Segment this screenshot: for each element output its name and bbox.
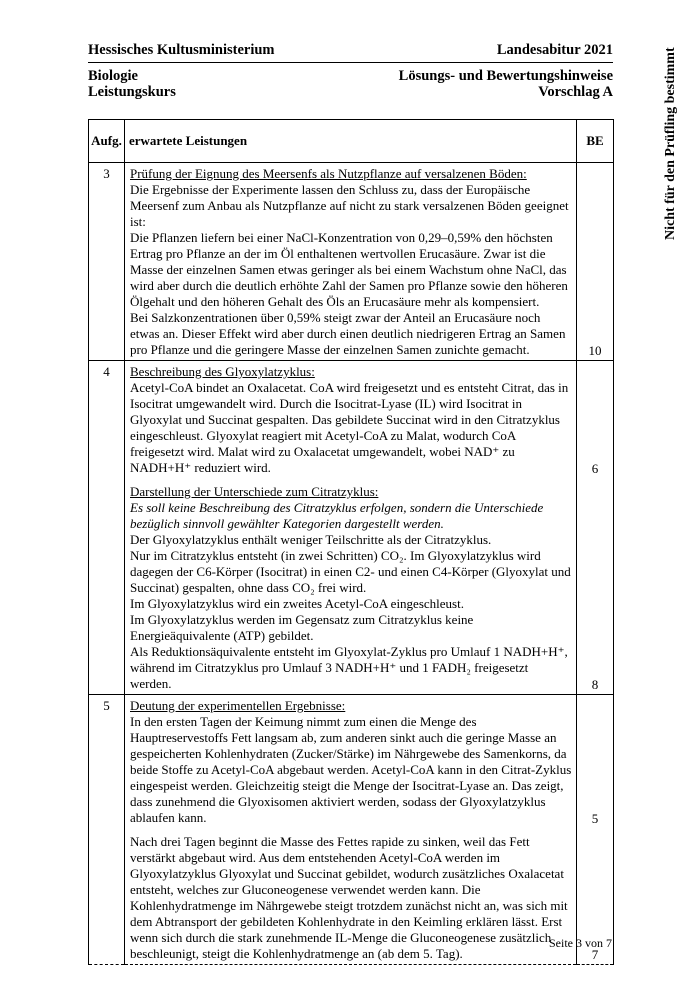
section-paragraph: Nach drei Tagen beginnt die Masse des Fettes rapide zu sinken, weil das Fett verstärkt abgebaut wird. Aus dem entstehenden Acetyl-CoA werden im Glyoxylatzyklus Glyoxylat und Succinat gebildet, wodurch zusätzliches Oxalacetat entsteht, welches zur Gluconeogenese verwendet werden kann. Die Kohlenhydratmenge im Nährgewebe steigt trotzdem zunächst nicht an, was sich mit dem Abtransport der gebildeten Kohlenhydrate in den Keimling erklären lässt. Erst wenn sich durch die stark zunehmende IL-Menge die Gluconeogenese zusätzlich beschleunigt, steigt die Kohlenhydratmenge an (ab dem 5. Tag).: [130, 834, 568, 961]
header-rule: [88, 62, 613, 63]
points-cell: [577, 361, 614, 695]
points-value: 7: [591, 946, 599, 962]
expected-performance: [125, 163, 577, 361]
section-heading: Beschreibung des Glyoxylatzyklus:: [130, 364, 315, 379]
page-number: Seite 3 von 7: [549, 936, 612, 950]
section-paragraph: Als Reduktionsäquivalente entsteht im Glyoxylat-Zyklus pro Umlauf 1 NADH+H⁺, während im Citratzyklus pro Umlauf 3 NADH+H⁺ und 1 FADH₂ freigesetzt werden.: [130, 644, 568, 691]
section-heading: Deutung der experimentellen Ergebnisse:: [130, 698, 346, 713]
header-points: BE: [577, 120, 614, 163]
points-value: 5: [591, 810, 599, 826]
table-body: [89, 163, 614, 965]
subject: Biologie: [88, 68, 138, 84]
answer-section: [130, 166, 572, 358]
section-note: Es soll keine Beschreibung des Citratzyklus erfolgen, sondern die Unterschiede bezüglich sinnvoll gewählter Kategorien dargestellt werden.: [130, 500, 544, 531]
answer-section: [130, 364, 572, 476]
ministry-name: Hessisches Kultusministerium: [88, 42, 275, 58]
section-paragraph: In den ersten Tagen der Keimung nimmt zum einen die Menge des Hauptreservestoffs Fett langsam ab, zum anderen sinkt auch die geringe Masse an gespeicherten Kohlenhydraten (Zucker/Stärke) im Nährgewebe des Samenkorns, da beide Stoffe zu Acetyl-CoA abgebaut werden. Acetyl-CoA kann in den Citrat-Zyklus eingespeist werden. Gleichzeitig steigt die Menge der Isocitrat-Lyase an. Das zeigt, dass zunehmend die Glyoxisomen aktiviert werden, sodass der Glyoxylatzyklus ablaufen kann.: [130, 714, 572, 825]
section-paragraph: Bei Salzkonzentrationen über 0,59% steigt zwar der Anteil an Erucasäure noch etwas an. Dieser Effekt wird aber durch einen deutlich niedrigeren Ertrag an Samen pro Pflanze und die geringere Masse der einzelnen Samen zunichte gemacht.: [130, 310, 566, 357]
exam-name: Landesabitur 2021: [496, 42, 613, 58]
section-paragraph: Die Ergebnisse der Experimente lassen den Schluss zu, dass der Europäische Meersenf zum Anbau als Nutzpflanze auf nicht zu stark versalzenen Böden geeignet ist:: [130, 182, 569, 229]
expected-performance: [125, 695, 577, 965]
doc-type: Lösungs- und Bewertungshinweise: [398, 68, 613, 84]
section-heading: Prüfung der Eignung des Meersenfs als Nutzpflanze auf versalzenen Böden:: [130, 166, 527, 181]
header-task: Aufg.: [89, 120, 125, 163]
points-value: 6: [591, 460, 599, 476]
answer-section: [130, 698, 572, 826]
points-value: 8: [591, 676, 599, 692]
task-number: 5: [89, 695, 125, 965]
header-row-3: [88, 83, 613, 101]
table-row: [89, 163, 614, 361]
points-cell: [577, 695, 614, 965]
task-number: 4: [89, 361, 125, 695]
section-paragraph: Der Glyoxylatzyklus enthält weniger Teilschritte als der Citratzyklus.: [130, 532, 492, 547]
points-value: 10: [588, 342, 602, 358]
task-number: 3: [89, 163, 125, 361]
section-paragraph: Im Glyoxylatzyklus wird ein zweites Acetyl-CoA eingeschleust.: [130, 596, 464, 611]
table-header-row: [89, 120, 614, 163]
variant: Vorschlag A: [538, 84, 613, 100]
section-paragraph: Acetyl-CoA bindet an Oxalacetat. CoA wird freigesetzt und es entsteht Citrat, das in Isocitrat umgewandelt wird. Durch die Isocitrat-Lyase (IL) wird Isocitrat in Glyoxylat und Succinat gespalten. Das gebildete Succinat wird in den Citratzyklus eingeschleust. Glyoxylat reagiert mit Acetyl-CoA zu Malat, wodurch CoA freigesetzt wird. Malat wird zu Oxalacetat umgewandelt, wobei NAD⁺ zu NADH+H⁺ reduziert wird.: [130, 380, 569, 475]
expected-performance: [125, 361, 577, 695]
table-row: [89, 695, 614, 965]
section-paragraph: Im Glyoxylatzyklus werden im Gegensatz zum Citratzyklus keine Energieäquivalente (ATP) gebildet.: [130, 612, 474, 643]
side-note-text: Nicht für den Prüfling bestimmt: [663, 47, 678, 240]
solutions-table: [88, 119, 614, 965]
points-cell: [577, 163, 614, 361]
header-expected: erwartete Leistungen: [125, 120, 577, 163]
section-heading: Darstellung der Unterschiede zum Citratzyklus:: [130, 484, 379, 499]
header-row-1: [88, 41, 613, 59]
course: Leistungskurs: [88, 84, 176, 100]
answer-section: [130, 484, 572, 692]
section-paragraph: Die Pflanzen liefern bei einer NaCl-Konzentration von 0,29–0,59% den höchsten Ertrag pro Pflanze an der im Öl enthaltenen wertvollen Erucasäure. Zwar ist die Masse der einzelnen Samen etwas geringer als bei einem Wachstum ohne NaCl, das wird aber durch die deutlich erhöhte Zahl der Samen pro Pflanze sowie den höheren Ölgehalt und den höheren Gehalt des Öls an Erucasäure mehr als kompensiert.: [130, 230, 568, 309]
table-row: [89, 361, 614, 695]
answer-section: [130, 834, 572, 962]
section-paragraph: Nur im Citratzyklus entsteht (in zwei Schritten) CO₂. Im Glyoxylatzyklus wird dagegen der C6-Körper (Isocitrat) in einen C2- und einen C4-Körper (Glyoxylat und Succinat) gespalten, ohne dass CO₂ frei wird.: [130, 548, 571, 595]
